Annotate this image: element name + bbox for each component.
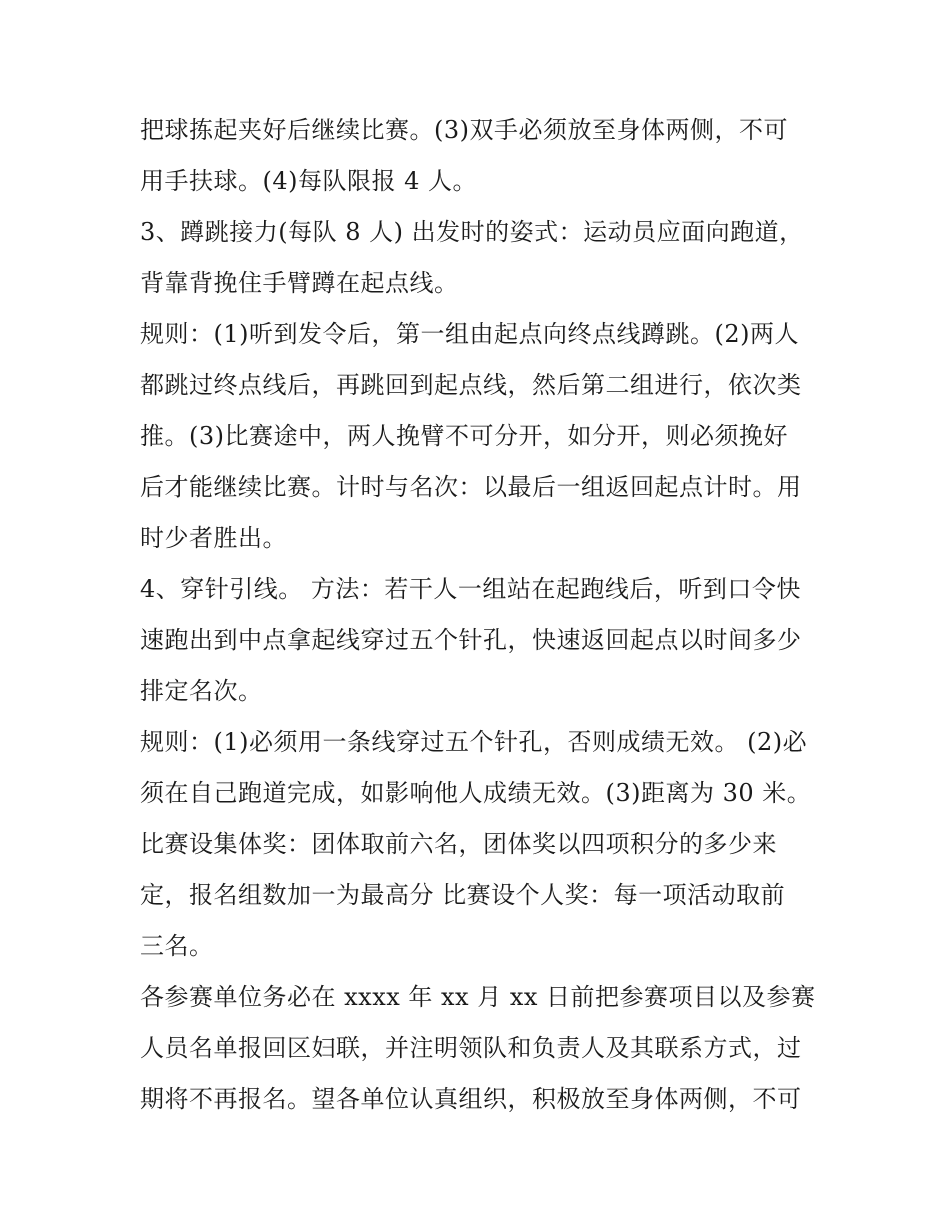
text-line: 后才能继续比赛。计时与名次：以最后一组返回起点计时。用	[140, 473, 802, 501]
text-line: 都跳过终点线后，再跳回到起点线，然后第二组进行，依次类	[140, 371, 802, 399]
text-line: 须在自己跑道完成，如影响他人成绩无效。(3)距离为 30 米。	[140, 779, 812, 807]
text-line: 速跑出到中点拿起线穿过五个针孔，快速返回起点以时间多少	[140, 626, 802, 654]
text-line: 时少者胜出。	[140, 524, 287, 552]
text-line: 三名。	[140, 932, 214, 960]
text-line: 规则：(1)必须用一条线穿过五个针孔，否则成绩无效。 (2)必	[140, 728, 808, 756]
text-line: 排定名次。	[140, 677, 263, 705]
text-line: 推。(3)比赛途中，两人挽臂不可分开，如分开，则必须挽好	[140, 422, 788, 450]
text-line: 比赛设集体奖：团体取前六名，团体奖以四项积分的多少来	[140, 830, 777, 858]
text-line: 3、蹲跳接力(每队 8 人) 出发时的姿式：运动员应面向跑道，	[140, 218, 804, 246]
text-line: 背靠背挽住手臂蹲在起点线。	[140, 269, 459, 297]
document-body	[140, 105, 820, 1125]
text-line: 用手扶球。(4)每队限报 4 人。	[140, 167, 478, 195]
text-line: 把球拣起夹好后继续比赛。(3)双手必须放至身体两侧，不可	[140, 116, 788, 144]
text-line: 4、穿针引线。 方法：若干人一组站在起跑线后，听到口令快	[140, 575, 801, 603]
text-line: 各参赛单位务必在 xxxx 年 xx 月 xx 日前把参赛项目以及参赛	[140, 983, 816, 1011]
text-line: 人员名单报回区妇联，并注明领队和负责人及其联系方式，过	[140, 1034, 802, 1062]
text-line: 规则：(1)听到发令后，第一组由起点向终点线蹲跳。(2)两人	[140, 320, 799, 348]
text-line: 期将不再报名。望各单位认真组织，积极放至身体两侧，不可	[140, 1085, 802, 1113]
text-line: 定，报名组数加一为最高分 比赛设个人奖：每一项活动取前	[140, 881, 786, 909]
